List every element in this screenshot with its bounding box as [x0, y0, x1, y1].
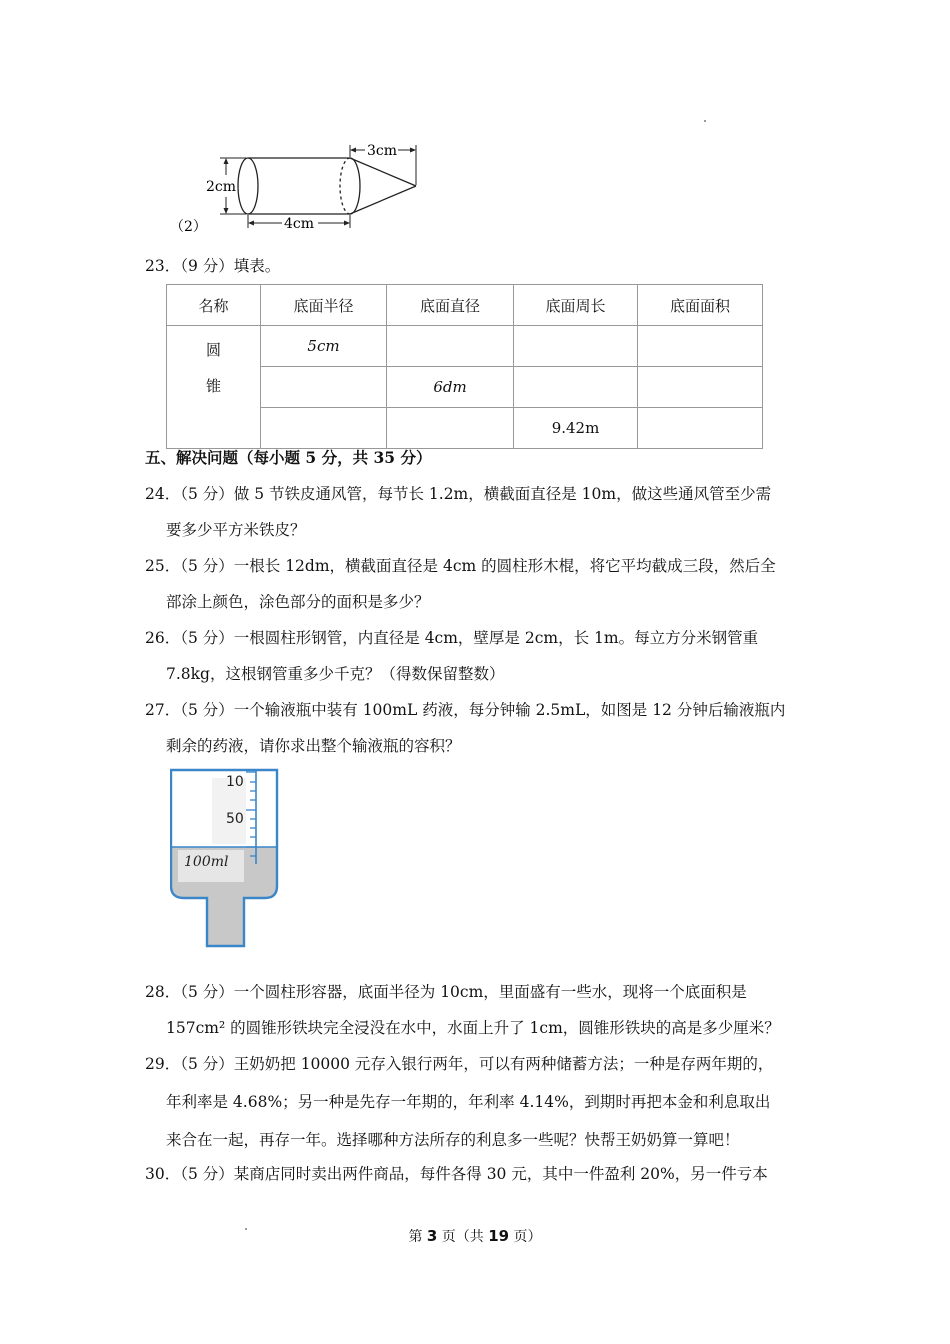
name-cell-top: 圆 — [205, 341, 221, 359]
table-cell — [514, 408, 638, 449]
q26-line2: 7.8kg，这根钢管重多少千克？（得数保留整数） — [166, 665, 505, 683]
table-cell — [638, 367, 763, 408]
footer-middle: 页（共 — [437, 1229, 489, 1245]
footer-prefix: 第 — [408, 1229, 427, 1245]
scale-mark-100: 100ml — [184, 854, 229, 870]
footer-total-pages: 19 — [488, 1227, 510, 1245]
footer-page-number: 3 — [426, 1227, 438, 1245]
scan-dot — [245, 1228, 247, 1230]
table-cell — [387, 408, 514, 449]
table-cell — [514, 326, 638, 367]
name-cell-bottom: 锥 — [205, 377, 221, 395]
table-row — [167, 326, 763, 367]
table-cell — [387, 367, 514, 408]
q24-line1: 24．（5 分）做 5 节铁皮通风管，每节长 1.2m，横截面直径是 10m，做这些通风管至少需 — [145, 485, 772, 503]
table-cell — [514, 367, 638, 408]
table-header-cell: 底面周长 — [514, 285, 638, 326]
scale-mark-50: 50 — [226, 811, 244, 827]
circumference-value: 9.42m — [551, 419, 600, 437]
page-footer — [0, 1226, 950, 1246]
q27-line2: 剩余的药液，请你求出整个输液瓶的容积？ — [166, 737, 461, 755]
q24-line2: 要多少平方米铁皮？ — [166, 521, 306, 539]
q27-line1: 27．（5 分）一个输液瓶中装有 100mL 药液，每分钟输 2.5mL，如图是 12 分钟后输液瓶内 — [145, 701, 786, 719]
dim-length-label: 4cm — [284, 216, 315, 232]
table-cell — [261, 408, 387, 449]
table-header-row — [167, 285, 763, 326]
table-cell — [261, 367, 387, 408]
q29-line1: 29．（5 分）王奶奶把 10000 元存入银行两年，可以有两种储蓄方法；一种是存两年期的， — [145, 1055, 774, 1073]
q23-title: 23．（9 分）填表。 — [145, 257, 281, 275]
cylinder-cone-drawing — [170, 135, 430, 240]
cylinder-cone-figure — [170, 135, 430, 240]
table-cell — [638, 326, 763, 367]
table-cell — [638, 408, 763, 449]
section-title: 五、解决问题（每小题 5 分，共 35 分） — [145, 448, 432, 467]
scan-dot — [704, 120, 706, 122]
infusion-bottle-figure — [170, 768, 282, 950]
q28-line1: 28．（5 分）一个圆柱形容器，底面半径为 10cm，里面盛有一些水，现将一个底面积是 — [145, 983, 747, 1001]
radius-value: 5cm — [307, 337, 340, 355]
q25-line1: 25．（5 分）一根长 12dm，横截面直径是 4cm 的圆柱形木棍，将它平均截成三段，然后全 — [145, 557, 776, 575]
scale-mark-10: 10 — [226, 774, 244, 790]
q23-table — [166, 284, 763, 449]
infusion-bottle-drawing — [170, 768, 282, 950]
q29-line3: 来合在一起，再存一年。选择哪种方法所存的利息多一些呢？快帮王奶奶算一算吧！ — [166, 1131, 740, 1149]
q30-line1: 30．（5 分）某商店同时卖出两件商品，每件各得 30 元，其中一件盈利 20%，另一件亏本 — [145, 1165, 768, 1183]
table-cell — [261, 326, 387, 367]
table-header-cell: 底面直径 — [387, 285, 514, 326]
table-cell — [387, 326, 514, 367]
footer-suffix: 页） — [509, 1229, 542, 1245]
q29-line2: 年利率是 4.68%；另一种是先存一年期的，年利率 4.14%，到期时再把本金和利息取出 — [166, 1093, 771, 1111]
q26-line1: 26．（5 分）一根圆柱形钢管，内直径是 4cm，壁厚是 2cm，长 1m。每立方分米钢管重 — [145, 629, 759, 647]
table-header-cell: 底面面积 — [638, 285, 763, 326]
dim-height-label: 2cm — [206, 179, 237, 195]
q28-line2: 157cm² 的圆锥形铁块完全浸没在水中，水面上升了 1cm，圆锥形铁块的高是多少厘米？ — [166, 1019, 780, 1037]
table-header-cell: 底面半径 — [261, 285, 387, 326]
table-header-cell: 名称 — [167, 285, 261, 326]
name-cell — [167, 326, 261, 449]
q25-line2: 部涂上颜色，涂色部分的面积是多少？ — [166, 593, 430, 611]
dim-cone-label: 3cm — [367, 143, 398, 159]
diameter-value: 6dm — [433, 378, 467, 396]
figure-number: （2） — [170, 219, 207, 235]
